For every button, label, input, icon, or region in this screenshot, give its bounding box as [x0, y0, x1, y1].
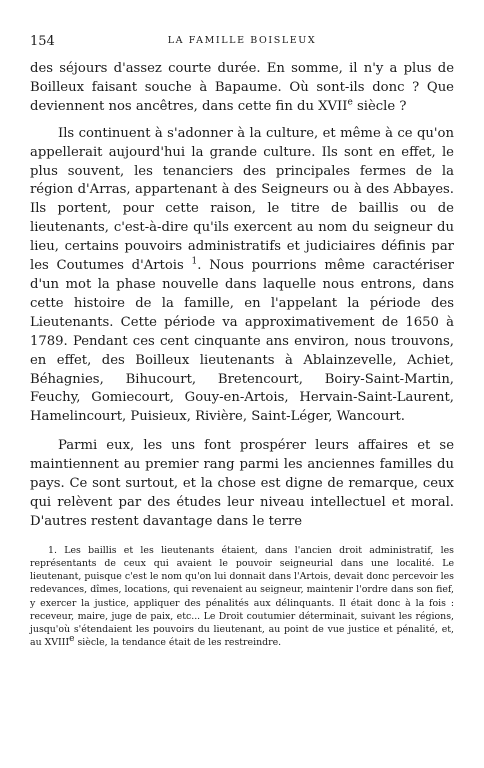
text-run: Ils continuent à s'adonner à la culture, et même à ce qu'on appellerait aujourd'hui la grande culture. Ils sont en effet, le plus souvent, les tenanciers des principales fermes de la région d'Arras, appartenant à des Seigneurs ou à des Abbayes. Ils portent, pour cette raison, le titre de baillis ou de lieutenants, c'est-à-dire qu'ils exercent au nom du seigneur du lieu, certains pouvoirs administratifs et judiciaires définis par les Coutumes d'Artois — [30, 125, 454, 274]
superscript: 1 — [191, 256, 198, 267]
paragraph — [30, 60, 454, 117]
footnote — [30, 544, 454, 650]
paragraph — [30, 437, 454, 532]
superscript: e — [69, 634, 75, 645]
text-run: siècle ? — [352, 98, 407, 114]
text-run: des séjours d'assez courte durée. En somme, il n'y a plus de Boilleux faisant souche à Bapaume. Où sont-ils donc ? Que deviennent nos ancêtres, dans cette fin du XVII — [30, 61, 454, 114]
page-number: 154 — [30, 34, 55, 49]
text-run: . Nous pourrions même caractériser d'un mot la phase nouvelle dans laquelle nous entrons, dans cette histoire de la famille, en l'appelant la période des Lieutenants. Cette période va approximativement de 1650 à 1789. Pendant ces cent cinquante ans environ, nous trouvons, en effet, des Boilleux lieutenants à Ablainzevelle, Achiet, Béhagnies, Bihucourt, Bretencourt, Boiry-Saint-Martin, Feuchy, Gomiecourt, Gouy-en-Artois, Hervain-Saint-Laurent, Hamelincourt, Puisieux, Rivière, Saint-Léger, Wancourt. — [30, 258, 454, 425]
book-page — [30, 34, 454, 649]
text-run: Parmi eux, les uns font prospérer leurs affaires et se maintiennent au premier rang parmi les anciennes familles du pays. Ce sont surtout, et la chose est digne de remarque, ceux qui relèvent par des études leur niveau intellectuel et moral. D'autres restent davantage dans le terre — [30, 438, 454, 529]
body-text — [30, 60, 454, 532]
text-run: siècle, la tendance était de les restreindre. — [74, 637, 282, 649]
text-run: 1. Les baillis et les lieutenants étaient, dans l'ancien droit administratif, les représentants de ceux qui avaient le pouvoir seigneurial dans une localité. Le lieutenant, puisque c'est le nom qu'on lui donnait dans l'Artois, devait donc percevoir les redevances, dîmes, locations, qui revenaient au seigneur, maintenir l'ordre dans son fief, y exercer la justice, appliquer des pénalités aux délinquants. Il était donc à la fois : receveur, maire, juge de paix, etc... Le Droit coutumier déterminait, suivant les régions, jusqu'où s'étendaient les pouvoirs du lieutenant, au point de vue justice et pénalité, et, au XVIII — [30, 544, 454, 649]
footnotes — [30, 544, 454, 650]
running-title: LA FAMILLE BOISLEUX — [167, 35, 317, 46]
paragraph — [30, 125, 454, 428]
page-header — [30, 34, 454, 54]
superscript: e — [347, 97, 353, 108]
